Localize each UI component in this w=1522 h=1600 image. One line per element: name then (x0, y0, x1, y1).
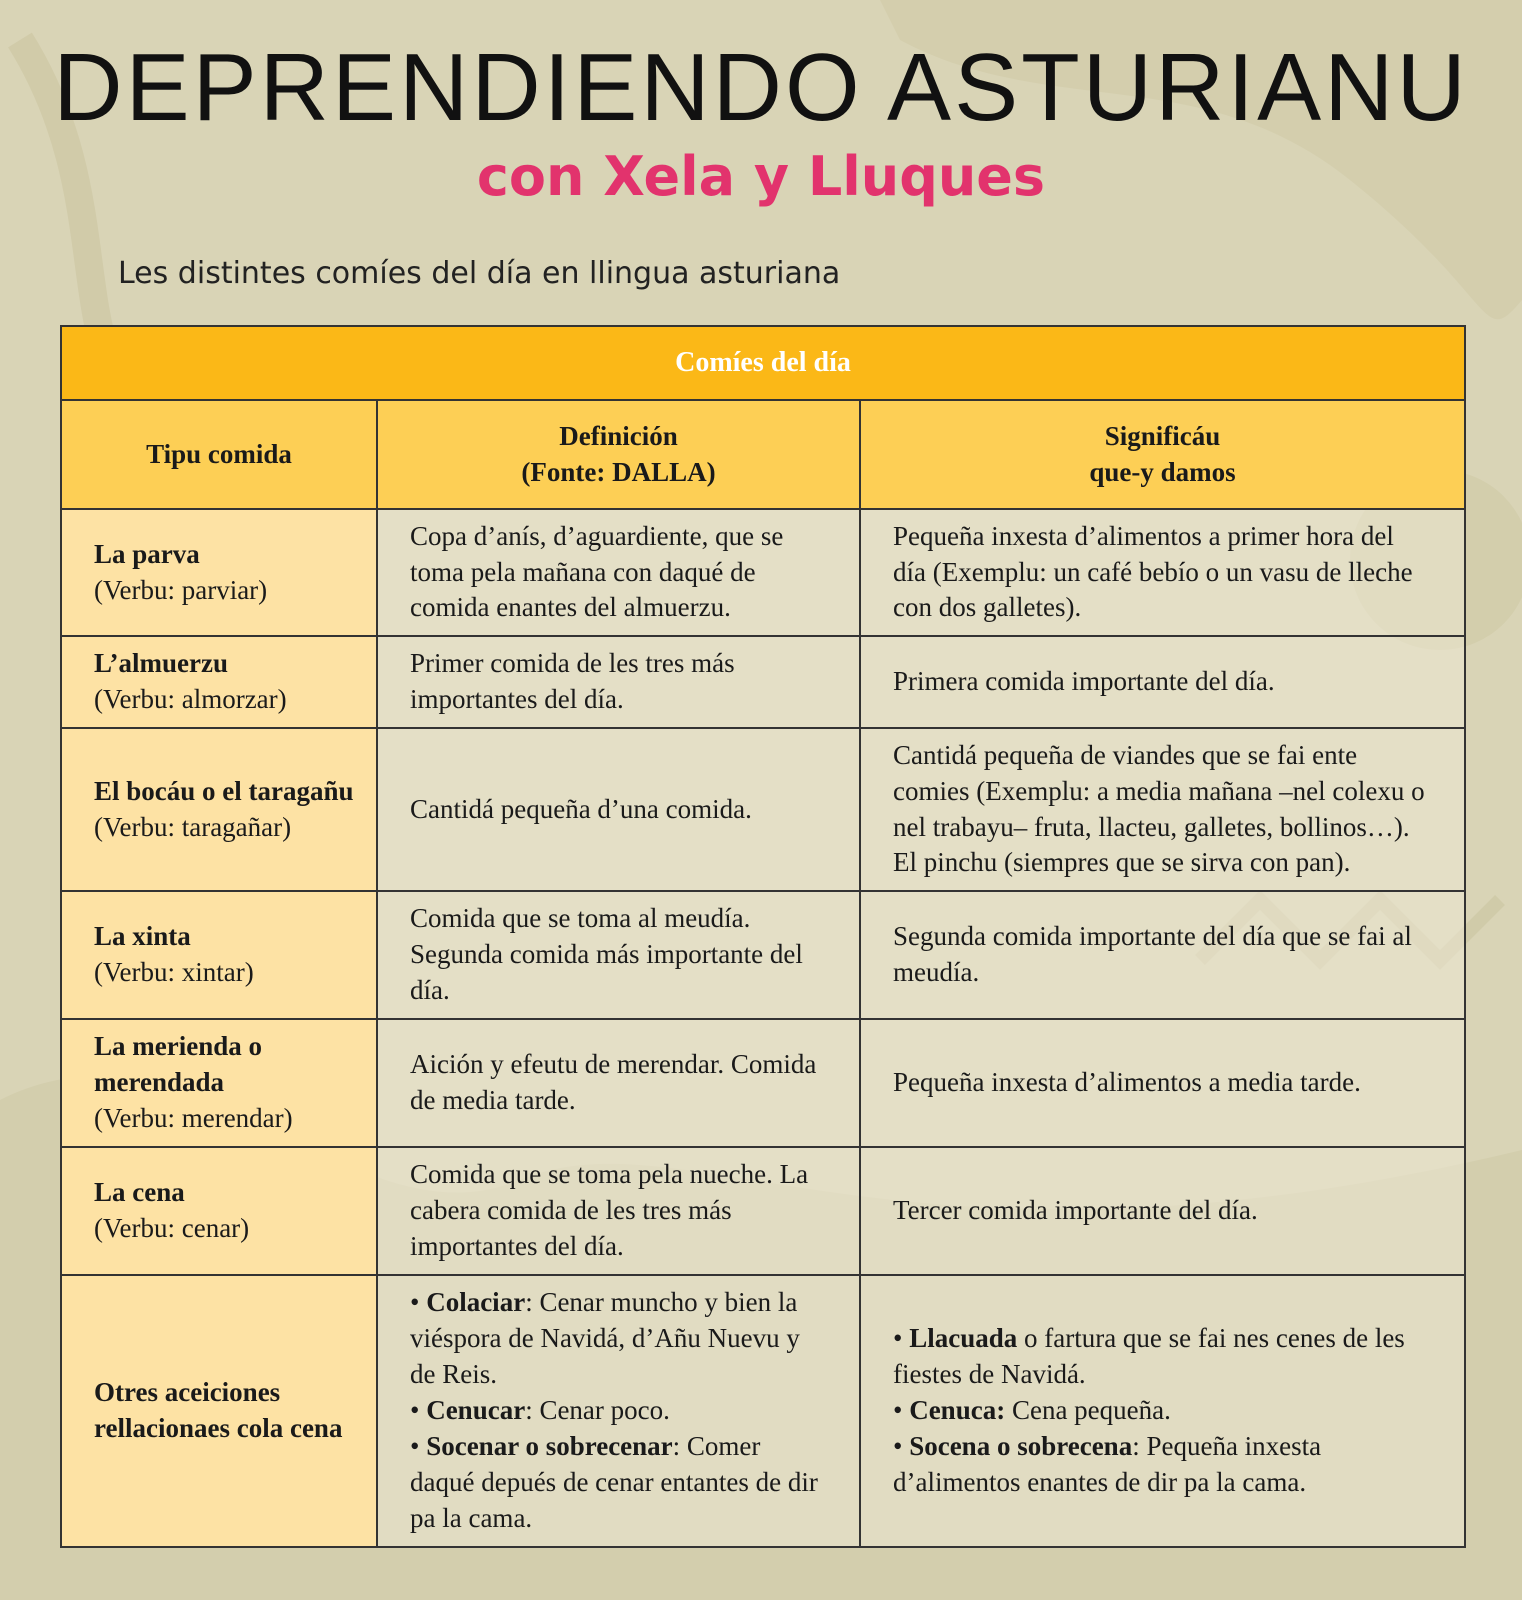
table-row (61, 1019, 1465, 1147)
meal-definition: Copa d’anís, d’aguardiente, que se toma pela mañana con daqué de comida enantes del almuerzu. (377, 509, 860, 636)
meal-name: El bocáu o el taragañu (94, 775, 354, 806)
meal-meaning: Segunda comida importante del día que se fai al meudía. (860, 891, 1465, 1019)
list-item-term: Cenucar (426, 1395, 526, 1426)
page-title: DEPRENDIENDO ASTURIANU (53, 34, 1469, 141)
meal-verb: (Verbu: cenar) (94, 1213, 250, 1243)
meal-type-cell (61, 1275, 377, 1547)
meal-type-cell (61, 1019, 377, 1147)
meal-definition: Comida que se toma pela nueche. La cabera comida de les tres más importantes del día. (377, 1147, 860, 1275)
page-subtitle: con Xela y Lluques (476, 145, 1046, 208)
meal-definition: Comida que se toma al meudía. Segunda comida más importante del día. (377, 891, 860, 1019)
meal-meaning: Primera comida importante del día. (860, 636, 1465, 728)
list-item-term: Llacuada (909, 1323, 1018, 1354)
meal-name: La cena (94, 1177, 185, 1208)
list-item-text: Cena pequeña. (1005, 1395, 1171, 1426)
column-header-definition-label: Definición (559, 420, 678, 451)
column-header-definition (377, 400, 860, 509)
meal-definition: Aición y efeutu de merendar. Comida de media tarde. (377, 1019, 860, 1147)
list-item-text: : Comer daqué depués de cenar entantes de dir pa la cama. (410, 1430, 818, 1533)
list-item-text: : Pequeña inxesta d’alimentos enantes de dir pa la cama. (893, 1430, 1322, 1497)
meal-definition: Cantidá pequeña d’una comida. (377, 728, 860, 891)
meal-type-cell (61, 636, 377, 728)
table-header-row (61, 400, 1465, 509)
list-item: • Llacuada o fartura que se fai nes cenes de les fiestes de Navidá. (893, 1323, 1405, 1390)
meal-name: L’almuerzu (94, 648, 228, 679)
meal-type-cell (61, 891, 377, 1019)
list-item-text: : Cenar muncho y bien la viéspora de Navidá, d’Añu Nuevu y de Reis. (410, 1287, 800, 1390)
meal-type-cell (61, 509, 377, 636)
meal-type-cell (61, 728, 377, 891)
meal-meaning: Cantidá pequeña de viandes que se fai ente comies (Exemplu: a media mañana –nel colexu o nel trabayu– fruta, llacteu, galletes, bollinos…). El pinchu (siempres que se sirva con pan). (860, 728, 1465, 891)
meal-verb: (Verbu: merendar) (94, 1102, 293, 1133)
list-item-term: Socenar o sobrecenar (426, 1430, 673, 1461)
meal-meaning: Pequeña inxesta d’alimentos a media tarde. (860, 1019, 1465, 1147)
column-header-meaning-sub: que-y damos (1089, 456, 1236, 487)
intro-text: Les distintes comíes del día en llingua asturiana (118, 256, 841, 291)
list-item: • Cenucar: Cenar poco. (410, 1395, 670, 1426)
column-header-meaning-label: Significáu (1104, 420, 1221, 451)
meal-verb: (Verbu: taragañar) (94, 811, 292, 842)
column-header-definition-source: (Fonte: DALLA) (521, 456, 716, 487)
table-row (61, 1147, 1465, 1275)
list-item: • Colaciar: Cenar muncho y bien la viéspora de Navidá, d’Añu Nuevu y de Reis. (410, 1287, 800, 1390)
related-meanings (860, 1275, 1465, 1547)
list-item-text: o fartura que se fai nes cenes de les fiestes de Navidá. (893, 1323, 1405, 1390)
meal-verb: (Verbu: almorzar) (94, 684, 287, 714)
column-header-type-label: Tipu comida (146, 438, 292, 469)
table-row (61, 891, 1465, 1019)
list-item: • Cenuca: Cena pequeña. (893, 1395, 1171, 1426)
related-definitions (377, 1275, 860, 1547)
list-item-term: Socena o sobrecena (909, 1430, 1133, 1461)
meal-definition: Primer comida de les tres más importantes del día. (377, 636, 860, 728)
meal-meaning: Pequeña inxesta d’alimentos a primer hora del día (Exemplu: un café bebío o un vasu de lleche con dos galletes). (860, 509, 1465, 636)
meal-verb: (Verbu: parviar) (94, 574, 268, 605)
list-item-term: Cenuca: (909, 1395, 1006, 1426)
column-header-meaning (860, 400, 1465, 509)
table-caption: Comíes del día (61, 326, 1465, 400)
meal-verb: (Verbu: xintar) (94, 957, 254, 987)
meal-name: Otres aceiciones rellacionaes cola cena (94, 1377, 343, 1443)
meal-name: La xinta (94, 921, 191, 952)
table-row-related (61, 1275, 1465, 1547)
meal-name: La merienda o merendada (94, 1031, 262, 1098)
table-row (61, 636, 1465, 728)
table-row (61, 728, 1465, 891)
table-row (61, 509, 1465, 636)
column-header-type (61, 400, 377, 509)
list-item-term: Colaciar (426, 1287, 526, 1318)
list-item-text: : Cenar poco. (525, 1395, 670, 1426)
meal-name: La parva (94, 538, 200, 569)
meal-meaning: Tercer comida importante del día. (860, 1147, 1465, 1275)
meals-table (60, 325, 1466, 1548)
list-item: • Socenar o sobrecenar: Comer daqué depués de cenar entantes de dir pa la cama. (410, 1430, 818, 1533)
list-item: • Socena o sobrecena: Pequeña inxesta d’alimentos enantes de dir pa la cama. (893, 1430, 1322, 1497)
meal-type-cell (61, 1147, 377, 1275)
table-caption-row (61, 326, 1465, 400)
